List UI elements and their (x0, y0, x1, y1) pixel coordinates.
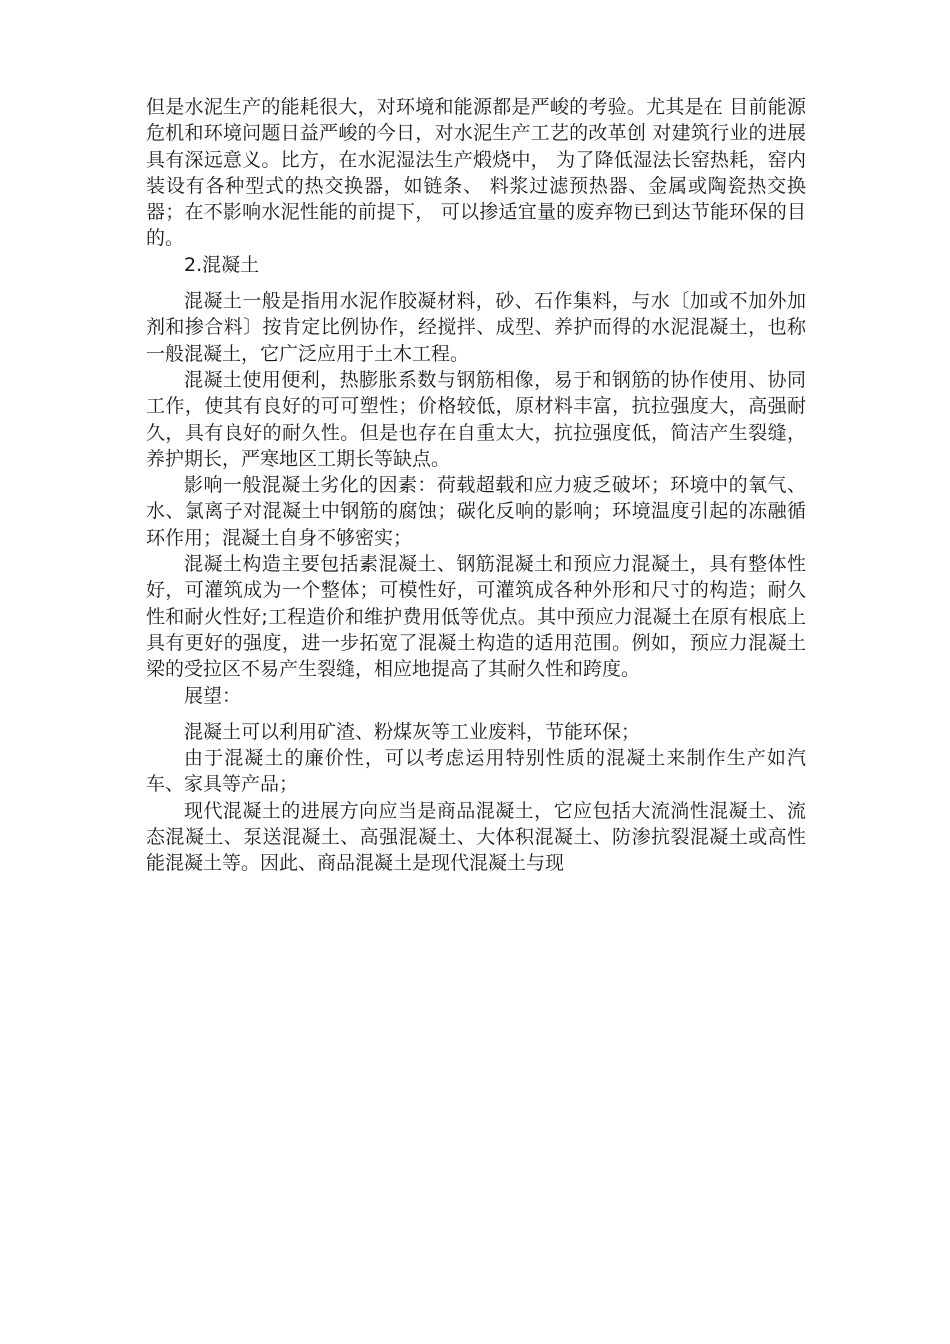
paragraph-outlook-products: 由于混凝土的廉价性，可以考虑运用特别性质的混凝土来制作生产如汽车、家具等产品； (146, 747, 806, 796)
paragraph-concrete-properties: 混凝土使用便利，热膨胀系数与钢筋相像，易于和钢筋的协作使用、协同工作，使其有良好的可可塑性；价格较低，原材料丰富，抗拉强度大，高强耐久，具有良好的耐久性。但是也存在自重太大，抗拉强度低，简洁产生裂缝，养护期长，严寒地区工期长等缺点。 (146, 368, 806, 470)
paragraph-outlook-commercial-concrete: 现代混凝土的进展方向应当是商品混凝土，它应包括大流淌性混凝土、流态混凝土、泵送混凝土、高强混凝土、大体积混凝土、防渗抗裂混凝土或高性能混凝土等。因此、商品混凝土是现代混凝土与现 (146, 799, 806, 875)
paragraph-concrete-degradation-factors: 影响一般混凝土劣化的因素：荷载超载和应力疲乏破坏；环境中的氧气、水、氯离子对混凝土中钢筋的腐蚀；碳化反响的影响；环境温度引起的冻融循环作用；混凝土自身不够密实； (146, 474, 806, 549)
document-page (146, 94, 806, 877)
paragraph-cement-energy: 但是水泥生产的能耗很大，对环境和能源都是严峻的考验。尤其是在 目前能源危机和环境问题日益严峻的今日，对水泥生产工艺的改革创 对建筑行业的进展具有深远意义。比方，在水泥湿法生产煅烧中， 为了降低湿法长窑热耗，窑内装设有各种型式的热交换器，如链条、 料浆过滤预热器、金属或陶瓷热交换器；在不影响水泥性能的前提下， 可以掺适宜量的废弃物已到达节能环保的目的。 (146, 96, 806, 250)
paragraph-concrete-definition: 混凝土一般是指用水泥作胶凝材料，砂、石作集料，与水〔加或不加外加剂和掺合料〕按肯定比例协作，经搅拌、成型、养护而得的水泥混凝土，也称一般混凝土，它广泛应用于土木工程。 (146, 290, 806, 365)
section-heading-concrete: 2.混凝土 (184, 253, 260, 276)
paragraph-concrete-structure: 混凝土构造主要包括素混凝土、钢筋混凝土和预应力混凝土，具有整体性好，可灌筑成为一个整体；可模性好，可灌筑成各种外形和尺寸的构造；耐久性和耐火性好;工程造价和维护费用低等优点。其中预应力混凝土在原有根底上具有更好的强度，进一步拓宽了混凝土构造的适用范围。例如，预应力混凝土梁的受拉区不易产生裂缝，相应地提高了其耐久性和跨度。 (146, 553, 806, 681)
paragraph-outlook-industrial-waste: 混凝土可以利用矿渣、粉煤灰等工业废料，节能环保； (184, 720, 641, 743)
section-heading-outlook: 展望： (184, 684, 242, 707)
